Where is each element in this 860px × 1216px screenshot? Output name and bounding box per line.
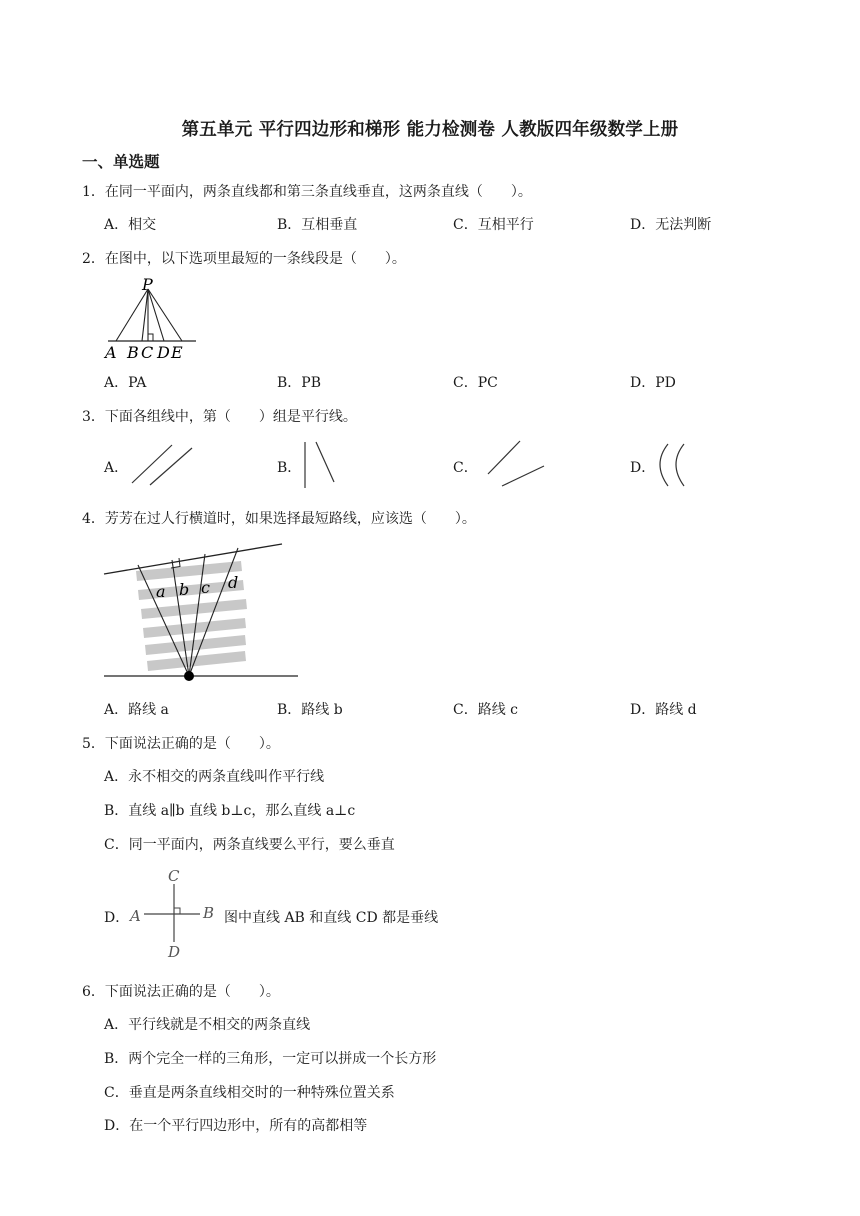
- label-b: B: [127, 343, 139, 362]
- label-c: C: [168, 867, 180, 885]
- question-2-stem: 2．在图中，以下选项里最短的一条线段是（ ）。: [82, 251, 406, 267]
- label-p: P: [142, 275, 153, 294]
- label-c: C: [141, 343, 154, 362]
- label-e: E: [171, 343, 183, 362]
- label-route-d: d: [228, 573, 239, 592]
- q3-option-c[interactable]: C．: [453, 460, 478, 476]
- q5-option-d[interactable]: D．: [104, 910, 130, 926]
- q1-option-a[interactable]: A．相交: [104, 217, 157, 233]
- label-route-b: b: [179, 580, 190, 599]
- label-a: A: [130, 907, 141, 925]
- page-title: 第五单元 平行四边形和梯形 能力检测卷 人教版四年级数学上册: [181, 120, 679, 140]
- q6-option-b[interactable]: B．两个完全一样的三角形，一定可以拼成一个长方形: [104, 1051, 437, 1067]
- q2-option-b[interactable]: B．PB: [277, 375, 321, 391]
- q2-option-a[interactable]: A．PA: [104, 375, 147, 391]
- q5-option-b[interactable]: B．直线 a∥b 直线 b⊥c，那么直线 a⊥c: [104, 803, 356, 819]
- q3-figure-b: [296, 438, 341, 493]
- question-6-stem: 6．下面说法正确的是（ ）。: [82, 984, 280, 1000]
- q3-figure-a: [128, 440, 198, 490]
- q4-option-d[interactable]: D．路线 d: [630, 702, 697, 718]
- q2-option-d[interactable]: D．PD: [630, 375, 676, 391]
- right-angle-mark: [174, 908, 180, 914]
- start-point: [184, 671, 194, 681]
- q6-option-d[interactable]: D．在一个平行四边形中，所有的高都相等: [104, 1118, 368, 1134]
- q4-crosswalk-figure: [100, 538, 300, 686]
- q3-figure-c: [482, 436, 552, 492]
- q6-option-c[interactable]: C．垂直是两条直线相交时的一种特殊位置关系: [104, 1085, 395, 1101]
- q3-figure-d: [650, 440, 695, 492]
- segment-pd: [148, 289, 164, 341]
- question-5-stem: 5．下面说法正确的是（ ）。: [82, 736, 280, 752]
- label-route-a: a: [156, 582, 166, 601]
- q1-option-d[interactable]: D．无法判断: [630, 217, 712, 233]
- label-route-c: c: [201, 578, 210, 597]
- q1-option-c[interactable]: C．互相平行: [453, 217, 534, 233]
- q5-perpendicular-figure: [126, 864, 222, 964]
- q3-option-b[interactable]: B．: [277, 460, 302, 476]
- question-3-stem: 3．下面各组线中，第（ ）组是平行线。: [82, 409, 357, 425]
- q5-option-c[interactable]: C．同一平面内，两条直线要么平行，要么垂直: [104, 837, 395, 853]
- q2-figure: [100, 274, 200, 364]
- q4-option-c[interactable]: C．路线 c: [453, 702, 519, 718]
- q4-option-b[interactable]: B．路线 b: [277, 702, 343, 718]
- q1-option-b[interactable]: B．互相垂直: [277, 217, 358, 233]
- q4-option-a[interactable]: A．路线 a: [104, 702, 169, 718]
- label-d: D: [168, 943, 181, 961]
- question-4-stem: 4．芳芳在过人行横道时，如果选择最短路线，应该选（ ）。: [82, 511, 476, 527]
- question-1-stem: 1．在同一平面内，两条直线都和第三条直线垂直，这两条直线（ ）。: [82, 184, 532, 200]
- label-a: A: [105, 343, 117, 362]
- q6-option-a[interactable]: A．平行线就是不相交的两条直线: [104, 1017, 311, 1033]
- right-angle-mark: [148, 334, 153, 341]
- q5-option-a[interactable]: A．永不相交的两条直线叫作平行线: [104, 769, 325, 785]
- segment-pe: [148, 289, 182, 341]
- label-d: D: [157, 343, 170, 362]
- q3-option-a[interactable]: A．: [104, 460, 129, 476]
- q3-option-d[interactable]: D．: [630, 460, 656, 476]
- q2-option-c[interactable]: C．PC: [453, 375, 498, 391]
- q5-option-d-text: 图中直线 AB 和直线 CD 都是垂线: [224, 910, 439, 926]
- section-heading: 一、单选题: [82, 153, 160, 171]
- label-b: B: [203, 904, 215, 922]
